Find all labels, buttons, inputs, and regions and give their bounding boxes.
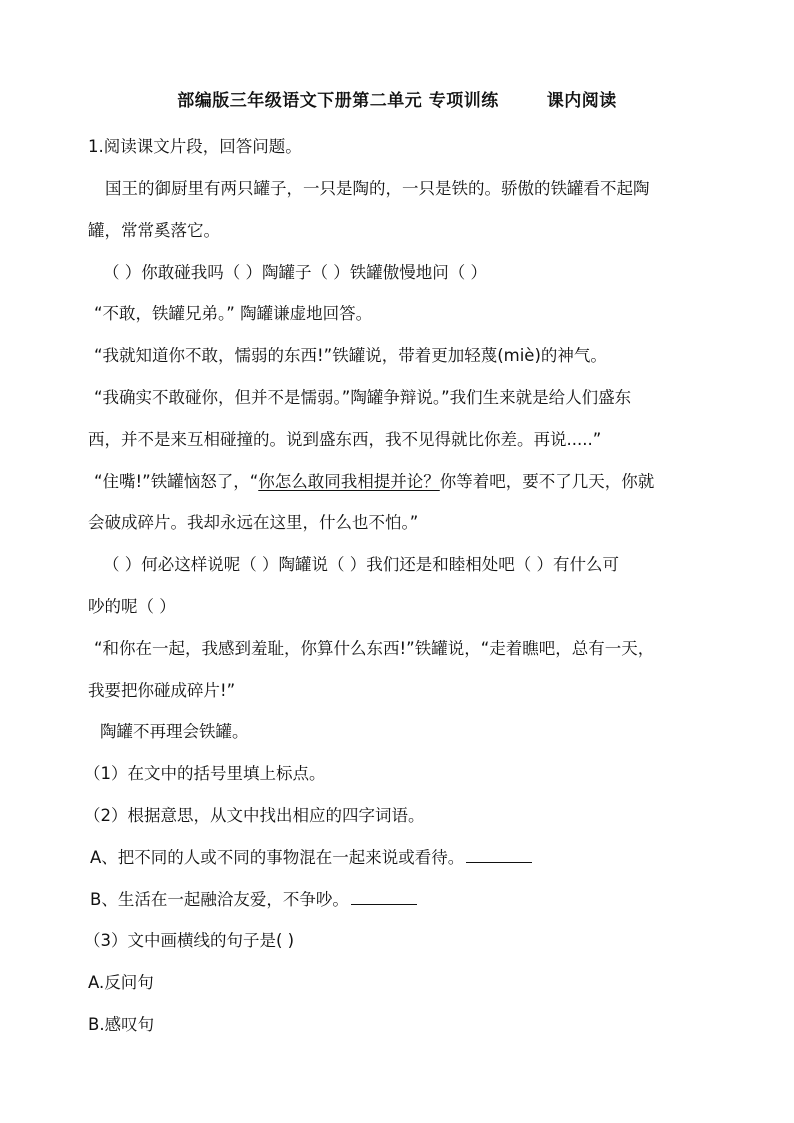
passage-line: 会破成碎片。我却永远在这里，什么也不怕。” [88, 513, 419, 532]
passage-line: （ ）你敢碰我吗（ ）陶罐子（ ）铁罐傲慢地问（ ） [103, 263, 487, 282]
underlined-sentence: 你怎么敢同我相提并论？ [258, 472, 440, 491]
subquestion-3: （3）文中画横线的句子是( ) [84, 931, 295, 950]
subquestion-2a: A、把不同的人或不同的事物混在一起来说或看待。 [90, 847, 532, 869]
option-a[interactable]: A.反问句 [88, 973, 154, 992]
passage-line: “和你在一起，我感到羞耻，你算什么东西!”铁罐说，“走着瞧吧，总有一天， [94, 639, 655, 658]
subquestion-2b: B、生活在一起融洽友爱，不争吵。 [90, 889, 417, 911]
subquestion-2: （2）根据意思，从文中找出相应的四字词语。 [84, 806, 425, 825]
subquestion-1: （1）在文中的括号里填上标点。 [84, 764, 326, 783]
passage-line: （ ）何必这样说呢（ ）陶罐说（ ）我们还是和睦相处吧（ ）有什么可 [103, 555, 619, 574]
passage-line: 我要把你碰成碎片!” [88, 681, 236, 700]
passage-line: 陶罐不再理会铁罐。 [100, 722, 249, 741]
page-title [0, 86, 794, 111]
option-b[interactable]: B.感叹句 [88, 1015, 155, 1034]
passage-line: 西，并不是来互相碰撞的。说到盛东西，我不见得就比你差。再说.....” [88, 430, 602, 449]
title-main: 部编版三年级语文下册第二单元 专项训练 [177, 91, 499, 111]
passage-line: “住嘴!”铁罐恼怒了，“你怎么敢同我相提并论？你等着吧，要不了几天，你就 [94, 472, 655, 491]
passage-line: “我就知道你不敢，懦弱的东西!”铁罐说，带着更加轻蔑(miè)的神气。 [94, 346, 607, 365]
passage-line: 吵的呢（ ） [88, 597, 176, 616]
passage-line: “我确实不敢碰你，但并不是懦弱。”陶罐争辩说。”我们生来就是给人们盛东 [94, 388, 632, 407]
answer-blank[interactable] [351, 890, 417, 905]
passage-line: 罐，常常奚落它。 [88, 221, 220, 240]
question-intro: 1.阅读课文片段，回答问题。 [88, 137, 302, 156]
passage-line: 国王的御厨里有两只罐子，一只是陶的，一只是铁的。骄傲的铁罐看不起陶 [105, 179, 650, 198]
answer-blank[interactable] [466, 848, 532, 863]
title-sub: 课内阅读 [546, 91, 617, 111]
passage-line: “不敢，铁罐兄弟。” 陶罐谦虚地回答。 [94, 304, 373, 323]
